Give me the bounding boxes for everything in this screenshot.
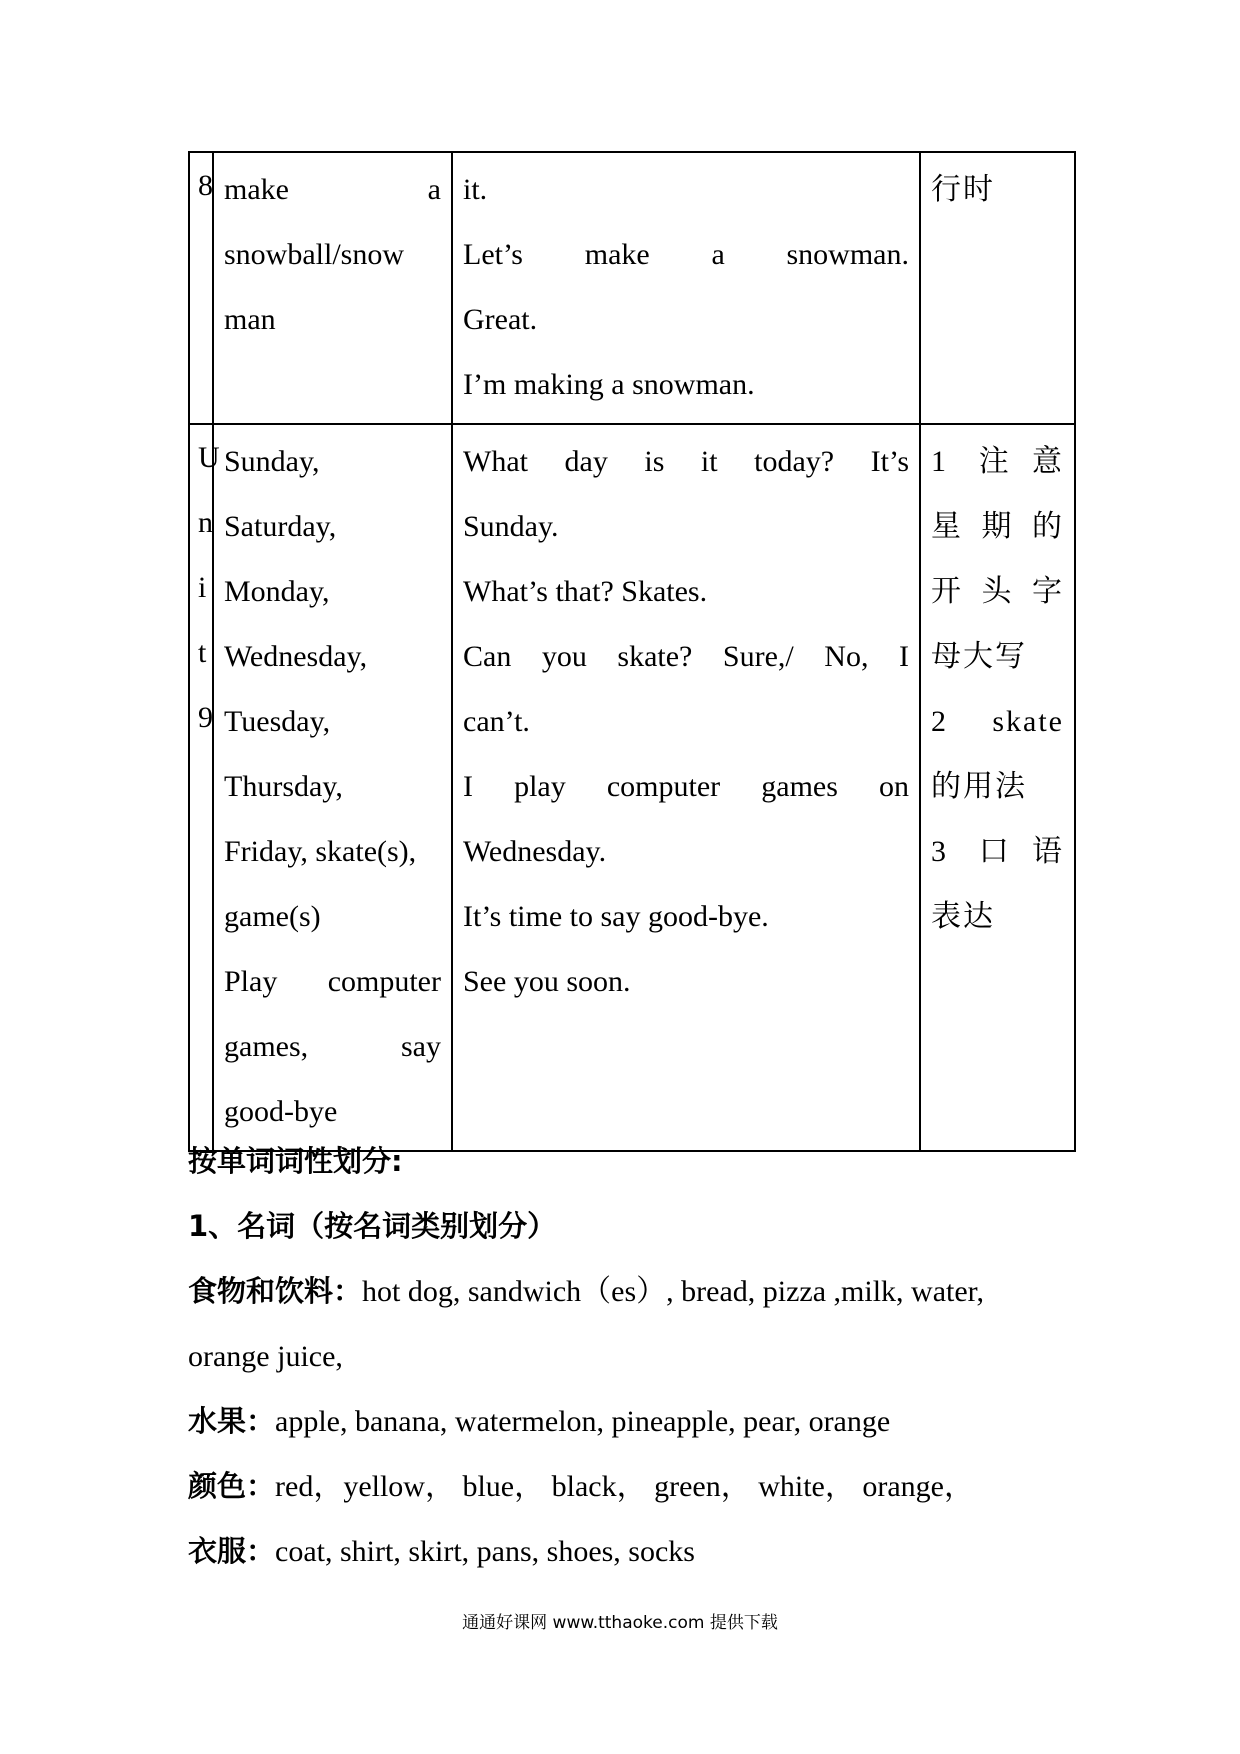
sentence-line: What day is it today? It’s	[463, 445, 909, 478]
sentence-line: Great.	[463, 303, 538, 336]
sentence-line: I play computer games on	[463, 770, 909, 803]
word-line: make a	[224, 173, 441, 206]
unit-label: Unit 9	[198, 441, 220, 734]
sentence-line: can’t.	[463, 705, 530, 738]
word-line: games, say	[224, 1030, 441, 1063]
sentence-line: Wednesday.	[463, 835, 607, 868]
word-line: man	[224, 303, 276, 336]
category-label: 水果：	[188, 1404, 276, 1438]
category-fruit	[188, 1389, 1068, 1454]
note-line: 母大写	[931, 640, 1027, 673]
word-line: Wednesday,	[224, 640, 368, 673]
category-colors	[188, 1454, 1068, 1519]
word-line: game(s)	[224, 900, 321, 933]
nouns-heading: 1、名词（按名词类别划分）	[188, 1209, 557, 1243]
word-line: Monday,	[224, 575, 330, 608]
category-food-drinks	[188, 1259, 1068, 1389]
classification-section	[188, 1129, 1068, 1584]
note-line: 1 注意	[931, 445, 1064, 478]
word-line: Sunday,	[224, 445, 320, 478]
sentence-line: it.	[463, 173, 488, 206]
word-line: Tuesday,	[224, 705, 331, 738]
category-words: red，yellow， blue， black， green， white， orange，	[275, 1470, 974, 1503]
sentence-line: It’s time to say good-bye.	[463, 900, 769, 933]
vocabulary-table	[188, 151, 1076, 1152]
page-footer: 通通好课网 www.tthaoke.com 提供下载	[462, 1613, 778, 1633]
table-row	[189, 424, 1075, 1151]
note-line: 行时	[931, 173, 995, 206]
note-line: 开头字	[931, 575, 1064, 608]
word-line: good-bye	[224, 1095, 338, 1128]
word-line: Saturday,	[224, 510, 337, 543]
word-line: snowball/snow	[224, 238, 404, 271]
sentences-cell	[452, 152, 920, 424]
words-cell	[213, 424, 452, 1151]
unit-cell	[189, 424, 220, 1151]
sentence-line: What’s that? Skates.	[463, 575, 708, 608]
word-line: Play computer	[224, 965, 441, 998]
sentence-line: See you soon.	[463, 965, 631, 998]
unit-cell	[189, 152, 213, 424]
note-line: 3 口语	[931, 835, 1064, 868]
category-label: 衣服：	[188, 1534, 276, 1568]
word-line: Friday, skate(s),	[224, 835, 417, 868]
category-label: 颜色：	[188, 1469, 276, 1503]
section-title: 按单词词性划分:	[188, 1144, 403, 1178]
word-line: Thursday,	[224, 770, 343, 803]
note-line: 的用法	[931, 770, 1027, 803]
sentence-line: Can you skate? Sure,/ No, I	[463, 640, 909, 673]
notes-cell	[920, 424, 1075, 1151]
notes-cell	[920, 152, 1075, 424]
table-row	[189, 152, 1075, 424]
category-clothes	[188, 1519, 1068, 1584]
note-line: 表达	[931, 900, 995, 933]
note-line: 2 skate	[931, 705, 1064, 738]
words-cell	[213, 152, 452, 424]
category-words: hot dog, sandwich（es）, bread, pizza ,milk, water, orange juice,	[188, 1275, 984, 1373]
sentence-line: I’m making a snowman.	[463, 368, 755, 401]
sentence-line: Let’s make a snowman.	[463, 238, 909, 271]
sentences-cell	[452, 424, 920, 1151]
sentence-line: Sunday.	[463, 510, 559, 543]
category-label: 食物和饮料：	[188, 1274, 363, 1308]
unit-label: 8	[198, 169, 213, 202]
note-line: 星期的	[931, 510, 1064, 543]
category-words: apple, banana, watermelon, pineapple, pear, orange	[275, 1405, 891, 1438]
category-words: coat, shirt, skirt, pans, shoes, socks	[275, 1535, 695, 1568]
